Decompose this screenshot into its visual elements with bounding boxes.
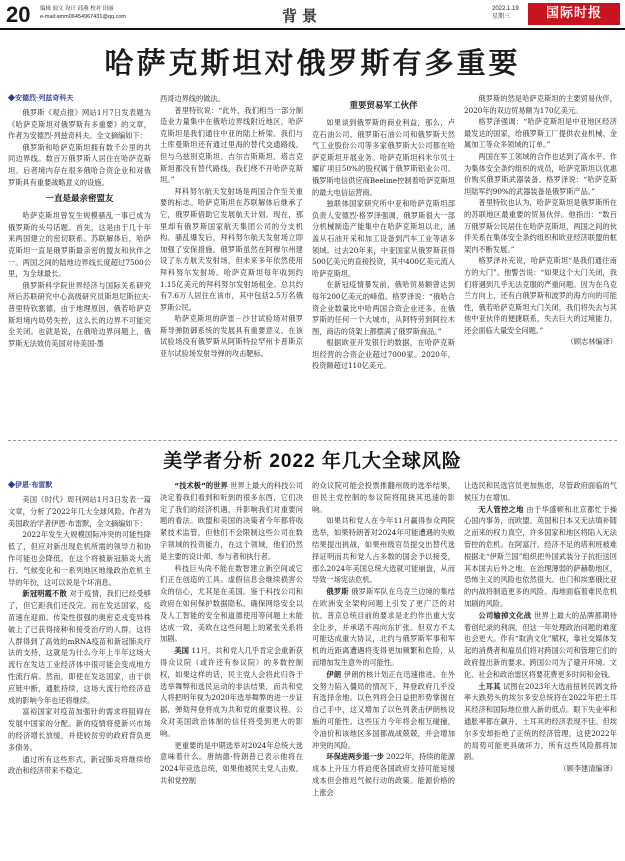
article2-paragraph: 试图在2023年大选前扭转民调支持率大跌势头的埃尔多安总统将在2022年把土耳其经济和国际地位推入新的低点。眼下失业率和通胀率都在飙升，土耳其的经济表现不佳。但埃尔多安却拒绝了正统的经济管理，这使2022年的局势可能更具破坏力，所有这些风险都将加剧。 bbox=[464, 681, 617, 762]
article2-leadin: 无人管控之地 bbox=[478, 504, 524, 514]
article2-leadin: 俄罗斯 bbox=[326, 587, 349, 597]
issue-weekday: 星期三 bbox=[492, 14, 511, 20]
article1-paragraph: 拜科努尔航天发射场是两国合作至关重要的标志。哈萨克斯坦在苏联解体后继承了它，俄罗斯借助它发展航天计划。现在，那里却有俄罗斯国家航天集团公司的分支机构。骚乱爆发后，拜科努尔航天发射场立即加强了安保措施。俄罗斯虽然在阿穆尔州建设了东方航天发射场，但未来多年依然使用拜科努尔发射场。哈萨克斯坦每年收到约1.15亿美元的拜科努尔发射场租金。总共约有7.6万人居住在该市，其中包括2.5万名俄罗斯公民。 bbox=[160, 186, 303, 312]
article1-paragraph: 俄罗斯和哈萨克斯坦拥有数千公里的共同边界线。数百万俄罗斯人居住在哈萨克斯坦。后者境内存在很多俄哈合资企业和对俄罗斯具有重要战略意义的设施。 bbox=[8, 142, 151, 187]
article1-subheading: 重要贸易军工伙伴 bbox=[349, 101, 418, 111]
article1-paragraph: 格罗泽强调：“哈萨克斯坦是中亚地区经济最发达的国家，给俄罗斯工厂提供农业机械、金属加工等众多领域的订单。” bbox=[464, 117, 617, 150]
article1-column-3 bbox=[312, 99, 455, 431]
article1-byline: ◆安德烈·列兹奇科夫 bbox=[8, 95, 74, 102]
article1-paragraph: 俄罗斯科学院世界经济与国际关系研究所后苏联研究中心高级研究员斯坦尼斯拉夫·普里特钦塞德，由于地理原因，俄若哈萨克斯坦境内局势失控，这么长的边界不可能完全关闭。也就是说，在俄哈边界问题上，俄罗斯无法效仿美国对待美国-墨 bbox=[8, 280, 151, 348]
article2-paragraph: 富裕国家对疫苗加强针的需求将阻碍在发展中国家的分配。新的疫情将使新兴市场的经济增长放缓，并使较贫穷的政府背负更多债务。 bbox=[8, 707, 151, 752]
article1-paragraph: 普里特钦也认为，哈萨克斯坦是俄罗斯所在的苏联地区最重要的贸易伙伴。他指出：“数百万俄罗斯公民居住在哈萨克斯坦，两国之间的伙伴关系在集体安全条约组织和欧亚经济联盟的框架内不断发展。” bbox=[464, 198, 617, 254]
staff-line-editors: 编辑 闻文 设计 邱燕 校对 田丽 bbox=[40, 6, 114, 12]
article1-paragraph: 哈萨克斯坦曾发生规模骚乱一事已成为俄罗斯的头号话题。首先，这是由于几十年来两国建立的密切联系。苏联解体后，哈萨克斯坦一直是俄罗斯最亲密的盟友和伙伴之一。两国之间的陆地边界线长度超过7500公里，为全球最长。 bbox=[8, 211, 151, 279]
article2-leadin: 美国 bbox=[174, 646, 190, 656]
issue-date-line: 2022.1.19 bbox=[492, 6, 519, 12]
article1-headline: 哈萨克斯坦对俄罗斯有多重要 bbox=[104, 46, 521, 80]
article2-paragraph: 科技巨头尚不能在数智建立新空间或它们正在创造的工具。虚假信息会继续损害公众的信心，尤其是在美国。鉴于科技公司和政府在如何保护数据隐私、确保网络安全以及人工智能的安全和道德使用等问题上未能达成一致，美欧在这些问题上的紧张关系将加剧。 bbox=[160, 563, 303, 644]
article2-paragraph: 伊朗的核计划正在迅速推进。在外交努力陷入僵局的情况下，拜登政府几乎没有选择余地。以色列将会日益把形势掌握在自己手中，这又增加了以色列袭击伊朗核设施的可能性。这些压力今年将会相互碰撞，令油价和该地区多国都战战兢兢，并会增加冲突的风险。 bbox=[312, 669, 455, 750]
article1-paragraph: 西哥边界线的做法。 bbox=[160, 94, 225, 103]
article1-paragraph: 哈萨克斯坦的萨雷－沙甘试验场对俄罗斯导弹防御系统的发展具有重要意义。在该试验场没有俄罗斯从阿斯特拉罕州卡普斯京亚尔试验场发射导弹的攻击靶标。 bbox=[160, 314, 303, 359]
issue-date bbox=[492, 5, 519, 21]
article1-paragraph: 独联体国家研究所中亚和哈萨克斯坦部负责人安德烈·格罗泽强调，俄罗斯很大一部分机械制造产能集中在哈萨克斯坦以北，涵盖从石油开采和加工设备到汽车工业等诸多领域。过去20年来，中亚国家从俄罗斯获得500亿美元的直接投资，其中400亿美元流入哈萨克斯坦。 bbox=[312, 199, 455, 278]
article1-paragraph: 俄罗斯《观点报》网站1月7日发表题为《哈萨克斯坦对俄罗斯有多重要》的文章，作者为安德烈·列兹奇科夫。全文摘编如下： bbox=[8, 108, 151, 141]
page-number: 20 bbox=[6, 2, 31, 27]
article2-column-4 bbox=[464, 480, 617, 854]
article2-paragraph: 更重要的是中期选举对2024年总统大选意味着什么。唐纳德·特朗普已表示他将在2024年竞选总统，如果他被民主党人击败，共和党控制 bbox=[160, 740, 303, 785]
article2-leadin: 环保进两步退一步 bbox=[326, 752, 384, 762]
article1-paragraph: 在新冠疫情暴发前，俄哈贸易额曾达到每年200亿美元的峰值。格罗泽说：“俄哈合资企业数量比中哈两国合资企业还多。在俄罗斯的任何一个大城市，从阿特劳到阿拉木图，商店的货架上都摆满了俄罗斯商品。” bbox=[312, 280, 455, 336]
article1-paragraph: 俄罗斯的然是哈萨克斯坦的主要贸易伙伴，2020年的双边贸易额为170亿美元。 bbox=[464, 94, 617, 115]
staff-credits bbox=[40, 5, 126, 21]
article2-paragraph: 让选民和民选官员更加焦虑，尽管政府面临的气候压力在增加。 bbox=[464, 481, 617, 502]
page-header bbox=[0, 0, 625, 30]
article2-paragraph: 美国《时代》周刊网站1月3日发表一篇文章，分析了2022年几大全球风险。作者为美国政治学者伊恩·布雷默，全文摘编如下： bbox=[8, 495, 151, 528]
article1-signature: （顾志林编译） bbox=[566, 337, 617, 347]
article2-paragraph: 11月，共和党人几乎肯定会重新获得众议院（或许还有参议院）的多数控制权，如果这样的话，民主党人会将此归咎于选举舞弊和选民运动的非法结果，而共和党人将把明年视为2020年选举舞弊的进一步证据，弹劾拜登将成为共和党的重要议程。公众对美国政治体制的信任将受到更大的影响。 bbox=[160, 646, 303, 738]
article1-column-2 bbox=[160, 93, 303, 431]
article2-signature: （顾李建清编译） bbox=[559, 764, 617, 774]
article2-leadin: 伊朗 bbox=[326, 669, 342, 679]
section-title: 背景 bbox=[282, 7, 323, 25]
article1-paragraph: 格罗泽补充说，哈萨克斯坦“是我们通往南方的大门”。他警告说：“如果这个大门关闭，我们将遇到几乎无法克服的严重问题。因为在乌克兰方向上，还有白俄罗斯和波罗的海方向的可能性，俄若哈萨克斯坦大门关闭，我们将失去与其他中亚伙伴的便捷联系，失去巨大的过境能力，还会面临大量安全问题。” bbox=[464, 256, 617, 335]
article2-headline: 美学者分析 2022 年几大全球风险 bbox=[163, 451, 462, 472]
article1-paragraph: 根据欧亚开发银行的数据，在哈萨克斯坦经营的合资企业超过7000家。2020年，投资额超过110亿美元。 bbox=[312, 338, 455, 371]
article2-leadin: 新冠明霞不散 bbox=[22, 589, 67, 599]
article2-paragraph: 通过所有这些形式，新冠肺炎将继续给政治和经济带来不稳定。 bbox=[8, 754, 151, 776]
staff-line-email: e-mail:amm06454967431@qq.com bbox=[40, 14, 126, 20]
article1-subheading: 一直是最亲密盟友 bbox=[45, 194, 114, 205]
article2-paragraph: 如果共和党人在今年11月赢得参众两院选举，如果特朗普对2024年可能遭遇的失败结果提出挑战，如果州级官员提交出替代选择证明而共和党人占多数的国会予以接受，那么2024年美国总统大选就可能崩盘，从而导致一场宪法危机。 bbox=[312, 516, 455, 585]
article1-paragraph: 普里特钦说：“此外，我们相当一部分制造业力量集中在俄哈边界线附近地区，哈萨克斯坦是我们通往中亚的陆上桥梁。我们与土库曼斯坦还有通过里海的替代交通路线，但与乌兹别克斯坦、吉尔吉斯斯坦、塔吉克斯坦都没有替代路线，我们绕不开哈萨克斯坦。” bbox=[160, 105, 303, 185]
article2-paragraph: 的众议院可能会投票推翻州级的选举结果，但民主党控制的参议院将阻挠其迅速的影响。 bbox=[312, 481, 455, 514]
article-divider bbox=[8, 440, 617, 441]
article1-paragraph: 两国在军工领域的合作也达到了高水平。作为集体安全条约组织的成员，哈萨克斯坦以优惠价购买俄罗斯武器装备。格罗泽说：“哈萨克斯坦陆军约90%的武器装备是俄罗斯产品。” bbox=[464, 151, 617, 196]
article2-byline: ◆伊恩·布雷默 bbox=[8, 482, 53, 489]
newspaper-logo: 国际时报 bbox=[528, 3, 620, 25]
article2-leadin: 土耳其 bbox=[478, 681, 501, 691]
article2-paragraph: 2022年发生大规模国际冲突的可能性降低了，但应对新出现危机所需的领导力和协作可能也会降低。在这个将被新冠肺炎大流行、气候变化和一系列地区地缘政治危机主导的年份，这可以说是个坏消息。 bbox=[8, 530, 151, 587]
article1-column-1 bbox=[8, 93, 151, 431]
article2-leadin: 公司输掉文化战 bbox=[478, 610, 532, 620]
article2-paragraph: 世界上最大的品牌都期待着创纪录的利润，但这一年处理政治问题的难度也会更大。作有“取消文化”赋权，靠社交媒体发起的消费者和雇员们将对跨国公司和管理它们的政府提出新的要求。跨国公司为了避开环境、文化、社会和政治雷区将要花费更多时间和金钱。 bbox=[464, 610, 617, 679]
article2-paragraph: 2022年，持续的能源成本上升压力将迫使各国政府支持可能延缓成本但会推迟气候行动的政策。能源价格的上涨会 bbox=[312, 752, 455, 797]
article1-paragraph: 如果谈到俄罗斯的商业利益，那么，卢克石油公司、俄罗斯石油公司和俄罗斯天然气工业股份公司等多家俄罗斯大公司都在哈萨克斯坦开展业务。哈萨克斯坦科米尔贝士耀矿项目50%的股权属于俄罗斯铝业公司。俄罗斯电信供应商Beeline控制着哈萨克斯坦的最大电信运营商。 bbox=[312, 118, 455, 197]
article1-column-4 bbox=[464, 93, 617, 431]
article2-paragraph: 由于华盛顿和北京都忙于操心国内事务，而欧盟、英国和日本又无法填补随之而来的权力真空，许多国家和地区将陷入无法管控的危机。在阿富汗，经济不足的塔利班被难根据北“伊斯兰国”组织把外国武装分子抗拒送回其本国去后外之地。在治理薄弱的萨赫勒地区，恐怖主义的风险也依然很大。也门和埃塞俄比亚的内战将制造更多的风险。海地面临着难民危机加剧的风险。 bbox=[464, 504, 617, 608]
article2-column-2 bbox=[160, 480, 303, 854]
article2-column-3 bbox=[312, 480, 455, 854]
article2-column-1 bbox=[8, 480, 151, 854]
article2-paragraph: 俄罗斯军队在乌克兰边境的集结在欧洲安全架构问题上引发了更广泛的对抗。普京总统目前的要求是北约作出重大安全让步，并承诺不再向东扩张。但双方不太可能达成重大协议，北约与俄罗斯军事和军机的近距离遭遇将变得更加频繁和危险，从而增加发生意外的可能性。 bbox=[312, 587, 455, 667]
article2-paragraph: 世界上最大的科技公司决定着我们看到和听到的很多东西，它们决定了我们的经济机遇，并影响我们对重要问题的看法。欧盟和美国的决策者今年都将收紧技术监管，但他们不会限制这些公司在数字领域的投资能力，在这个领域，他们仍然是主要的设计师、参与者和执行者。 bbox=[160, 481, 303, 561]
article2-leadin: “技术极”的世界 bbox=[174, 481, 228, 490]
article2-paragraph: 对于疫情，我们已经受够了，但它距我们还没完。而在发达国家，疫苗速在迎面。传染性很强的奥密克戎变异株破上了已获得接种和接受治疗的人群，这将人群得到了高效的mRNA疫苗和新冠肺炎疗法的支持，这就是为什么今年上半年这场大流行在发达工业经济体中很可能会变成地方性流行病。然而，即使在发达国家，由于供应链中断，通胀持续，这场大流行给经济造成的影响今年也还将继续。 bbox=[8, 589, 151, 705]
